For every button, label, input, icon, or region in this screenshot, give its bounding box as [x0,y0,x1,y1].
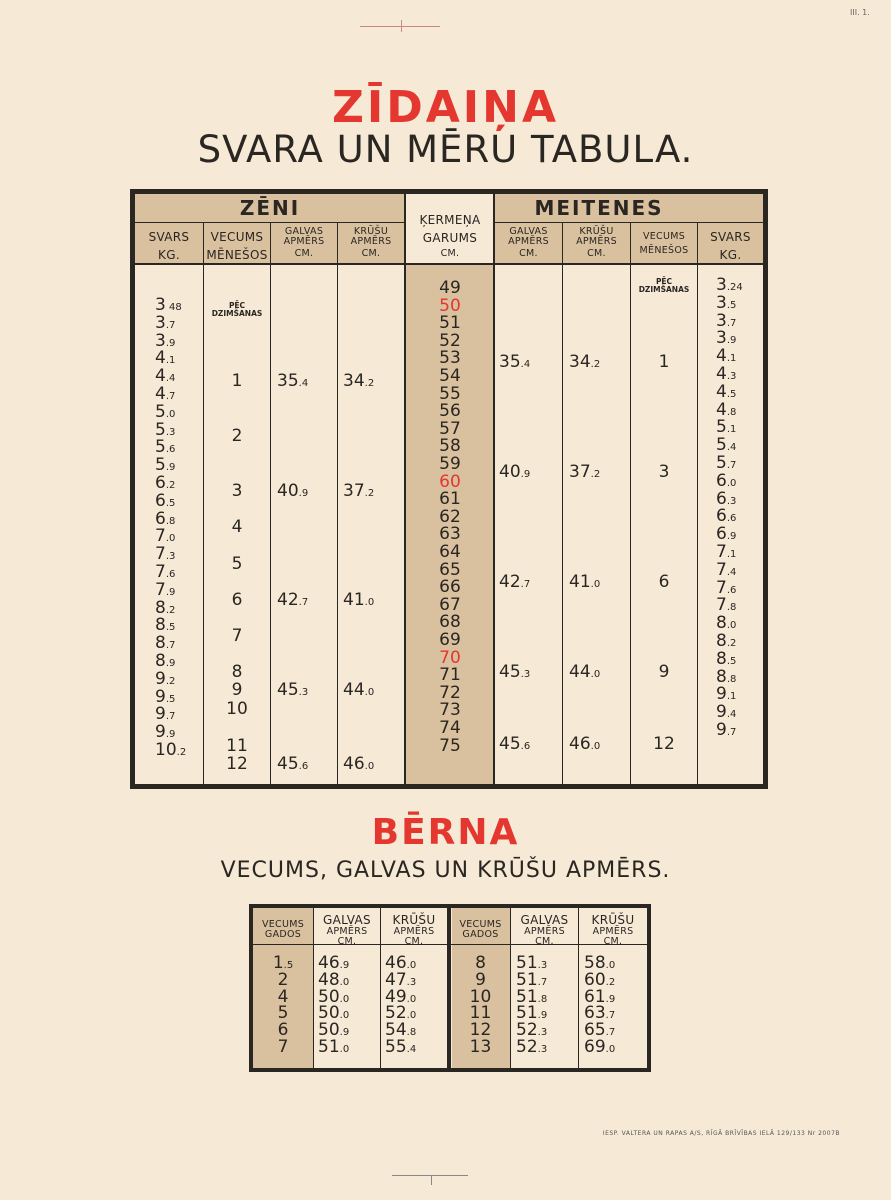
child-header-chest-left: KRŪŠU APMĒRS CM. [392,913,436,947]
boys-weight-value: 8.7 [155,633,176,654]
child-head-value: 50.0 [318,986,350,1007]
after-birth-label-boys: PĒC DZIMŠANAS [211,301,263,318]
boys-weight-value: 5.9 [155,455,176,476]
child-head-value: 51.3 [516,953,548,973]
boys-weight-value: 8.9 [155,651,176,671]
boys-age-value: 12 [226,754,248,774]
child-chest-value: 46.0 [385,953,417,973]
col-line [270,222,271,784]
length-value: 66 [439,577,461,598]
boys-age-value: 4 [231,517,243,537]
boys-weight-value: 5.0 [155,401,176,422]
boys-chest-value: 46.0 [343,754,375,774]
girls-weight-value: 6.9 [716,524,737,545]
child-head-value: 51.8 [516,986,548,1007]
boys-weight-value: 8.2 [155,597,176,618]
girls-weight-value: 9.1 [716,684,737,705]
child-age-value: 8 [475,953,486,973]
girls-weight-value: 6.0 [716,470,737,491]
child-age-value: 6 [277,1020,289,1041]
length-value: 65 [439,559,461,580]
length-value: 55 [439,383,461,404]
boys-age-value: 10 [226,699,248,719]
length-value: 50 [439,295,461,316]
child-head-value: 51.9 [516,1003,548,1024]
boys-weight-value: 8.5 [155,615,176,636]
child-title: BĒRNA [371,812,520,853]
boys-age-value: 11 [226,736,248,756]
child-head-value: 51.0 [318,1037,350,1057]
length-value: 54 [439,366,461,386]
boys-weight-value: 4.1 [155,348,176,369]
girls-head-value: 40.9 [499,462,531,482]
girls-head-value: 42.7 [499,572,531,592]
child-head-value: 50.0 [318,1003,350,1024]
child-head-value: 50.9 [318,1020,350,1041]
boys-weight-value: 6.8 [155,508,176,529]
girls-chest-value: 46.0 [569,734,601,754]
girls-head-value: 45.3 [499,662,531,682]
page-subtitle: SVARA UN MĒRU TABULA. [197,128,694,171]
girls-weight-value: 7.4 [716,559,737,580]
girls-weight-value: 4.3 [716,364,737,384]
girls-weight-value: 8.2 [716,631,737,651]
girls-weight-value: 8.5 [716,648,737,669]
boys-age-value: 8 [231,662,243,682]
child-age-value: 7 [277,1037,289,1057]
child-head-value: 48.0 [318,969,350,990]
girls-weight-value: 5.4 [716,435,737,456]
boys-age-value: 6 [231,590,243,610]
printer-imprint: IESP. VALTERA UN RAPAS A/S, RĪGĀ BRĪVĪBAS IELĀ 129/133 Nr 2007B [602,1130,840,1137]
boys-weight-value: 9.9 [155,722,176,743]
length-value: 58 [439,436,461,457]
boys-head-value: 42.7 [277,590,309,610]
child-age-value: 1.5 [272,953,294,973]
child-age-value: 12 [469,1020,492,1041]
girls-weight-value: 4.5 [716,381,737,402]
length-value: 60 [439,471,461,492]
girls-weight-value: 9.4 [716,702,737,723]
length-value: 56 [439,401,461,422]
header-age-boys: VECUMS MĒNEŠOS [206,230,268,262]
boys-weight-value: 7.3 [155,544,176,565]
child-age-value: 2 [277,969,289,990]
length-value: 70 [439,647,461,668]
boys-age-value: 1 [231,371,243,391]
boys-age-value: 2 [231,426,243,446]
length-value: 52 [439,330,461,351]
boys-weight-value: 6.2 [155,473,176,493]
boys-chest-value: 44.0 [343,680,375,700]
length-value: 71 [439,665,461,686]
girls-weight-value: 3.9 [716,328,737,349]
girls-weight-value: 6.6 [716,506,737,527]
boys-head-value: 40.9 [277,481,309,501]
girls-weight-value: 3.7 [716,310,737,331]
child-chest-value: 54.8 [385,1020,417,1041]
boys-chest-value: 37.2 [343,481,375,501]
girls-chest-value: 41.0 [569,572,601,592]
length-value: 74 [439,718,461,738]
col-line [562,222,563,784]
girls-weight-value: 4.8 [716,399,737,420]
child-age-value: 5 [277,1003,289,1024]
header-chest-boys: KRŪŠU APMĒRS CM. [350,226,392,259]
girls-group-rule [494,222,763,223]
length-value: 51 [439,313,461,334]
boys-chest-value: 41.0 [343,590,375,610]
boys-weight-value: 5.6 [155,437,176,458]
boys-weight-value: 4.7 [155,384,176,404]
boys-weight-value: 3 48 [155,295,182,315]
child-age-value: 13 [469,1037,492,1057]
girls-weight-value: 5.7 [716,453,737,473]
length-value: 59 [439,454,461,474]
boys-weight-value: 7.6 [155,562,176,582]
col-line [337,222,338,784]
child-chest-value: 65.7 [584,1020,616,1041]
child-header-head-left: GALVAS APMĒRS CM. [323,913,371,947]
girls-weight-value: 3.24 [716,275,743,295]
header-rule [135,263,763,265]
length-value: 62 [439,506,461,527]
header-weight-girls: SVARS KG. [710,230,751,262]
boys-weight-value: 3.7 [155,312,176,333]
child-chest-value: 49.0 [385,986,417,1007]
girls-age-value: 6 [658,572,670,592]
boys-age-value: 7 [231,626,243,646]
header-head-boys: GALVAS APMĒRS CM. [283,226,325,259]
child-head-value: 51.7 [516,969,548,990]
length-value: 73 [439,700,461,721]
girls-weight-value: 8.8 [716,666,737,687]
registration-tick-bottom [431,1175,432,1185]
boys-head-value: 45.6 [277,754,309,774]
child-head-value: 52.3 [516,1037,548,1057]
child-subtitle: VECUMS, GALVAS UN KRŪŠU APMĒRS. [220,858,671,883]
corner-mark: III. 1. [850,8,870,17]
girls-weight-value: 3.5 [716,292,737,313]
header-length: ĶERMEŅA GARUMS CM. [419,213,481,259]
length-value: 68 [439,612,461,633]
girls-chest-value: 44.0 [569,662,601,682]
boys-age-value: 5 [231,554,243,574]
child-chest-value: 69.0 [584,1037,616,1057]
length-value: 53 [439,348,461,369]
girls-age-value: 3 [658,462,670,482]
col-line [697,222,698,784]
boys-weight-value: 5.3 [155,419,176,440]
child-header-head-right: GALVAS APMĒRS CM. [520,913,569,947]
child-chest-value: 55.4 [385,1037,417,1057]
child-chest-value: 60.2 [584,969,616,990]
girls-age-value: 1 [658,352,670,372]
girls-age-value: 9 [658,662,670,682]
boys-weight-value: 9.5 [155,686,176,707]
length-value: 64 [439,542,461,562]
boys-weight-value: 7.9 [155,579,176,600]
boys-weight-value: 4.4 [155,366,176,387]
boys-weight-value: 9.2 [155,668,176,689]
boys-weight-value: 9.7 [155,704,176,725]
header-weight-boys: SVARS KG. [148,230,190,262]
girls-chest-value: 37.2 [569,462,601,482]
child-age-value: 9 [475,969,486,990]
child-head-value: 52.3 [516,1020,548,1041]
group-girls: MEITENES [534,196,664,220]
girls-chest-value: 34.2 [569,352,601,372]
boys-head-value: 35.4 [277,371,309,391]
child-age-value: 4 [277,986,289,1007]
child-chest-value: 61.9 [584,986,616,1007]
girls-weight-value: 5.1 [716,417,737,438]
header-age-girls: VECUMS MĒNEŠOS [639,231,689,256]
col-line [630,222,631,784]
child-header-chest-right: KRŪŠU APMĒRS CM. [591,913,635,947]
child-head-value: 46.9 [318,953,350,973]
girls-weight-value: 8.0 [716,613,737,634]
boys-head-value: 45.3 [277,680,309,700]
child-chest-value: 63.7 [584,1003,616,1024]
child-chest-value: 47.3 [385,969,417,990]
girls-weight-value: 7.1 [716,542,737,562]
header-chest-girls: KRŪŠU APMĒRS CM. [576,226,617,259]
girls-weight-value: 6.3 [716,488,737,509]
boys-age-value: 9 [231,680,243,700]
child-chest-value: 52.0 [385,1003,417,1024]
child-age-value: 11 [469,1003,492,1024]
boys-weight-value: 3.9 [155,330,176,351]
after-birth-label-girls: PĒC DZIMŠANAS [638,277,690,294]
boys-chest-value: 34.2 [343,371,375,391]
length-value: 67 [439,594,461,615]
boys-weight-value: 7.0 [155,526,176,547]
child-header-age-left: VECUMS GADOS [261,919,305,940]
boys-weight-value: 6.5 [155,490,176,511]
length-value: 63 [439,524,461,545]
girls-age-value: 12 [653,734,675,754]
boys-weight-value: 10.2 [155,740,187,760]
group-boys: ZĒNI [239,196,301,220]
header-head-girls: GALVAS APMĒRS CM. [508,226,549,259]
boys-age-value: 3 [231,481,243,501]
length-value: 61 [439,489,461,510]
girls-weight-value: 4.1 [716,346,737,367]
length-value: 69 [439,630,461,650]
length-value: 57 [439,418,461,439]
girls-weight-value: 7.6 [716,577,737,598]
registration-mark-bottom [392,1175,468,1176]
page-title: ZĪDAIŅA [331,82,560,133]
girls-head-value: 35.4 [499,352,531,372]
child-age-value: 10 [469,986,492,1007]
length-value: 72 [439,682,461,703]
child-chest-value: 58.0 [584,953,616,973]
child-header-age-right: VECUMS GADOS [459,919,502,940]
girls-weight-value: 7.8 [716,595,737,616]
girls-weight-value: 9.7 [716,720,737,740]
girls-head-value: 45.6 [499,734,531,754]
length-value: 75 [439,735,461,756]
length-value: 49 [439,278,461,298]
